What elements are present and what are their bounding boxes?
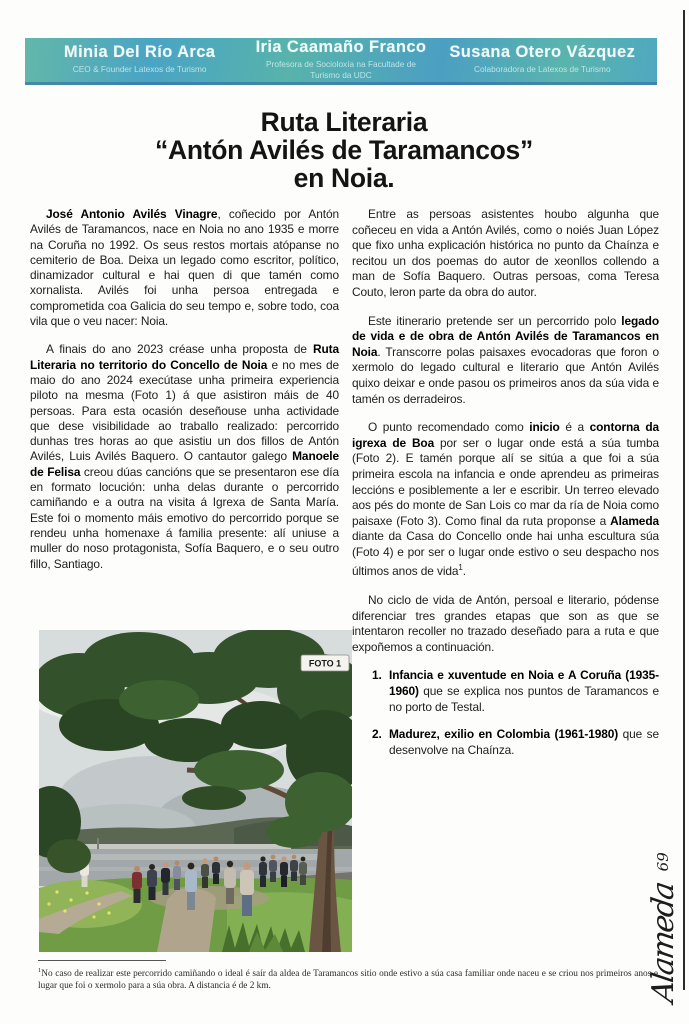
- author-name: Minia Del Río Arca: [63, 43, 216, 62]
- article-title: [14, 108, 674, 192]
- author-role: Profesora de Socioloxía na Facultade de Turismo da UDC: [266, 58, 416, 80]
- paragraph: Entre as persoas asistentes houbo algunha que coñeceu en vida a Antón Avilés, como o noiés Juan López que fixo unha explicación histórica no punto da Chaínza e recitou un dos poemas do autor de xeonllos collendo a man de Sofía Baquero. Outras persoas, coma Teresa Couto, leron parte da obra do autor.: [352, 207, 659, 299]
- photo-figure: [39, 630, 352, 952]
- list-item-number: 1.: [372, 668, 382, 683]
- paragraph: José Antonio Avilés Vinagre, coñecido por Antón Avilés de Taramancos, nace en Noia no ano 1935 e morre na Coruña no 1992. Os seus restos mortais atópanse no cemiterio de Boa. Deixa un legado como escritor, político, dinamizador cultural e hai quen di que tamén como xornalista. Avilés foi unha persoa entregada e comprometida coa Galicia do seu tempo e, sobre todo, coa vila que o veu nacer: Noia.: [30, 207, 339, 329]
- author-role: CEO & Founder Latexos de Turismo: [72, 64, 207, 75]
- footnote-text: $^1$No caso de realizar este percorrido camiñando o ideal é saír da aldea de Taramancos sitio onde estivo a súa casa familiar onde naceu e se criou nos primeiros anos e lugar que foi o xermolo para a súa obra. A distancia é de 2 km.: [38, 967, 658, 991]
- author-name: Susana Otero Vázquez: [449, 43, 636, 62]
- list-item: [372, 668, 659, 715]
- paragraph: A finais do ano 2023 créase unha proposta de Ruta Literaria no territorio do Concello de Noia e no mes de maio do ano 2024 execútase unha primeira experiencia piloto na mesma (Foto 1) á que asistiron máis de 40 persoas. Para esta ocasión deseñouse unha actividade que dese visibilidade ao traballo realizado: percorrido dunhas tres horas ao que asistiu un dos fillos de Antón Avilés, Luis Avilés Baquero. O cantautor galego Manoele de Felisa creou dúas cancións que se presentaron ese día en formato locución: unha delas durante o percorrido camiñando e a outra na visita á Igrexa de Santa María. Este foi o momento máis emotivo do percorrido porque se rendeu unha homenaxe á familia presente: alí uniuse a muller do noso protagonista, Sofía Baquero, e o seu outro fillo, Santiago.: [30, 342, 339, 571]
- photo-illustration: [39, 630, 352, 952]
- footnote: [38, 960, 658, 992]
- list-item: [372, 727, 659, 758]
- author-block-1: [39, 43, 240, 75]
- author-role: Colaboradora de Latexos de Turismo: [474, 64, 611, 75]
- column-left: [30, 207, 339, 585]
- page-number: 69: [654, 852, 672, 872]
- magazine-script-logo: Alameda: [645, 880, 681, 1005]
- author-block-3: [442, 43, 643, 75]
- page-mark: [641, 832, 685, 1022]
- title-line-1: Ruta Literaria: [260, 107, 428, 137]
- stages-list: [352, 668, 659, 758]
- photo-label: [301, 655, 349, 671]
- authors-band: [25, 38, 657, 85]
- list-item-number: 2.: [372, 727, 382, 742]
- paragraph: O punto recomendado como inicio é a contorna da igrexa de Boa por ser o lugar onde está a súa tumba (Foto 2). E tamén porque alí se sitúa a que foi a súa primeira escola na infancia e onde aprendeu as primeiras leccións e posiblemente a ler e escribir. Un terreo elevado aos pés do monte de San Lois co mar da ría de Noia como paisaxe (Foto 3). Como final da ruta proponse a Alameda diante da Casa do Concello onde hai unha escultura súa (Foto 4) e por ser o lugar onde estivo o seu despacho nos últimos anos de vida$^1$.: [352, 420, 660, 579]
- footnote-rule: [38, 960, 166, 961]
- column-right: [352, 207, 659, 770]
- author-block-2: [240, 38, 441, 81]
- list-item-text: Infancia e xuventude en Noia e A Coruña (1935-1960) que se explica nos puntos de Taramancos e no porto de Testal.: [389, 668, 659, 714]
- paragraph: No ciclo de vida de Antón, persoal e literario, pódense diferenciar tres grandes etapas que son as que se intentaron recoller no trazado deseñado para a ruta e que expoñemos a continuación.: [352, 593, 659, 654]
- list-item-text: Madurez, exilio en Colombia (1961-1980) que se desenvolve na Chaínza.: [389, 727, 659, 757]
- paragraph: Este itinerario pretende ser un percorrido polo legado de vida e de obra de Antón Avilés de Taramancos en Noia. Transcorre polas paisaxes evocadoras que foron o xermolo do legado cultural e literario que Antón Avilés quixo deixar e onde pasou os primeiros anos da súa vida e tamén os derradeiros.: [352, 313, 659, 406]
- author-name: Iria Caamaño Franco: [255, 37, 427, 56]
- title-line-3: en Noia.: [293, 163, 395, 193]
- photo-label-text: FOTO 1: [308, 658, 342, 669]
- title-line-2: “Antón Avilés de Taramancos”: [155, 135, 533, 165]
